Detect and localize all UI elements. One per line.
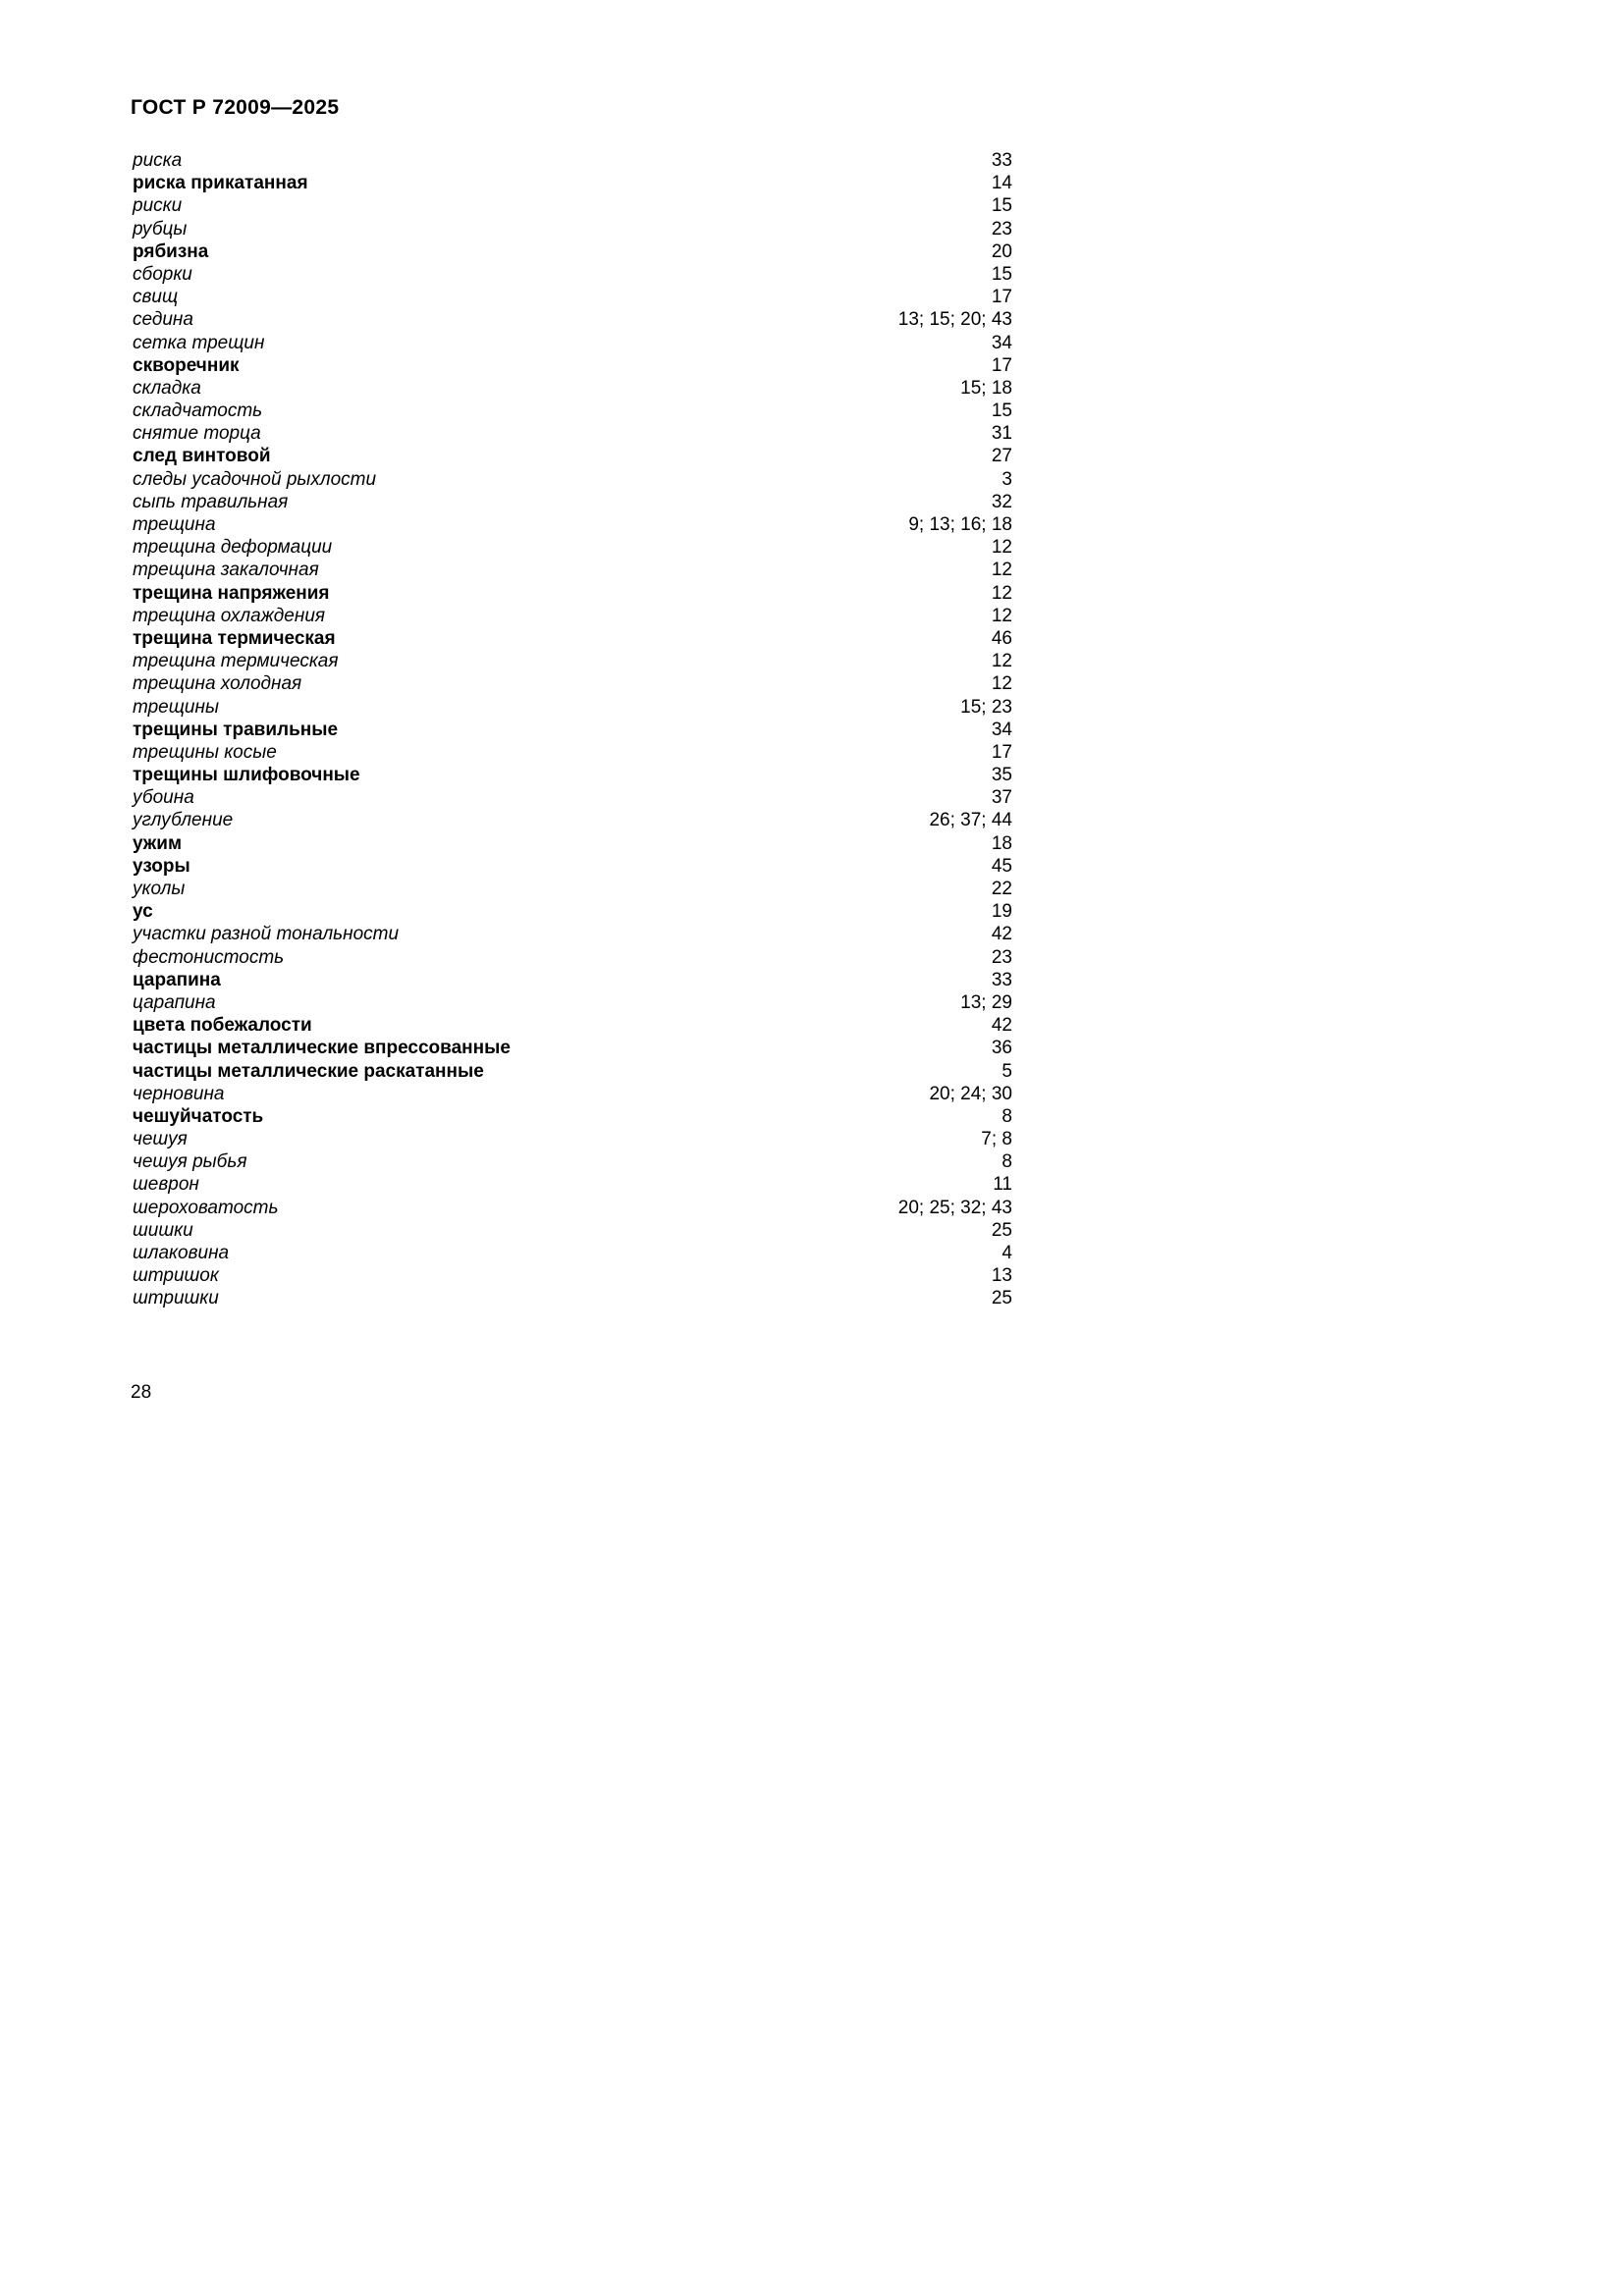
entry-pages: 33: [991, 150, 1012, 171]
entry-term: трещина термическая: [133, 627, 336, 649]
index-entry: [133, 400, 1012, 422]
entry-term: трещины травильные: [133, 719, 339, 740]
index-list: [133, 149, 1012, 1310]
entry-pages: 42: [991, 1015, 1012, 1037]
index-entry: [133, 719, 1012, 741]
index-entry: [133, 1060, 1012, 1083]
entry-term: трещина: [133, 514, 216, 535]
entry-term: снятие торца: [133, 423, 261, 445]
entry-term: ужим: [133, 832, 183, 854]
page-number: 28: [131, 1382, 152, 1403]
index-entry: [133, 923, 1012, 945]
entry-term: скворечник: [133, 354, 240, 376]
entry-pages: 8: [1001, 1151, 1012, 1173]
entry-term: трещины косые: [133, 741, 277, 763]
entry-pages: 35: [991, 765, 1012, 786]
index-entry: [133, 149, 1012, 172]
index-entry: [133, 354, 1012, 377]
index-entry: [133, 559, 1012, 581]
index-entry: [133, 263, 1012, 286]
index-entry: [133, 900, 1012, 923]
entry-term: уколы: [133, 879, 186, 899]
entry-pages: 32: [991, 491, 1012, 512]
index-entry: [133, 741, 1012, 764]
entry-term: цвета побежалости: [133, 1015, 312, 1037]
index-entry: [133, 1219, 1012, 1242]
entry-term: трещина деформации: [133, 537, 333, 559]
index-entry: [133, 672, 1012, 695]
entry-pages: 31: [991, 423, 1012, 445]
entry-term: риска: [133, 150, 183, 171]
entry-pages: 12: [991, 651, 1012, 672]
entry-term: фестонистость: [133, 946, 285, 968]
index-entry: [133, 1083, 1012, 1105]
entry-pages: 13: [991, 1265, 1012, 1287]
index-entry: [133, 218, 1012, 240]
index-entry: [133, 878, 1012, 900]
entry-pages: 26; 37; 44: [929, 810, 1012, 831]
entry-pages: 12: [991, 560, 1012, 581]
entry-term: риска прикатанная: [133, 173, 308, 194]
index-entry: [133, 172, 1012, 194]
entry-pages: 9; 13; 16; 18: [908, 514, 1012, 535]
entry-term: трещина напряжения: [133, 582, 330, 604]
entry-pages: 17: [991, 287, 1012, 308]
index-entry: [133, 627, 1012, 650]
entry-pages: 45: [991, 855, 1012, 877]
entry-term: трещина охлаждения: [133, 605, 326, 626]
entry-term: трещина холодная: [133, 673, 302, 695]
index-entry: [133, 1128, 1012, 1150]
entry-term: частицы металлические впрессованные: [133, 1038, 511, 1059]
entry-term: трещины: [133, 696, 219, 718]
entry-pages: 11: [993, 1174, 1012, 1196]
entry-pages: 12: [991, 673, 1012, 695]
entry-term: шероховатость: [133, 1197, 279, 1218]
index-entry: [133, 286, 1012, 308]
entry-pages: 7; 8: [981, 1129, 1012, 1150]
entry-pages: 46: [991, 627, 1012, 649]
entry-term: трещина термическая: [133, 651, 339, 672]
index-entry: [133, 764, 1012, 786]
entry-term: чешуйчатость: [133, 1105, 264, 1127]
entry-pages: 4: [1001, 1243, 1012, 1263]
entry-pages: 12: [991, 537, 1012, 559]
entry-term: черновина: [133, 1083, 225, 1104]
entry-term: сборки: [133, 263, 192, 285]
index-entry: [133, 445, 1012, 467]
index-entry: [133, 605, 1012, 627]
index-entry: [133, 582, 1012, 605]
entry-pages: 3: [1001, 468, 1012, 490]
entry-pages: 13; 15; 20; 43: [897, 309, 1012, 331]
entry-pages: 12: [991, 605, 1012, 626]
entry-term: следы усадочной рыхлости: [133, 468, 377, 490]
index-entry: [133, 786, 1012, 809]
entry-term: сетка трещин: [133, 332, 265, 353]
index-entry: [133, 194, 1012, 217]
entry-term: участки разной тональности: [133, 924, 400, 945]
index-entry: [133, 332, 1012, 354]
entry-term: рубцы: [133, 218, 188, 240]
index-entry: [133, 308, 1012, 331]
entry-term: штришок: [133, 1265, 219, 1287]
entry-pages: 36: [991, 1038, 1012, 1059]
entry-pages: 20; 24; 30: [929, 1083, 1012, 1104]
index-entry: [133, 1014, 1012, 1037]
entry-pages: 14: [991, 173, 1012, 194]
index-entry: [133, 650, 1012, 672]
index-entry: [133, 855, 1012, 878]
entry-pages: 8: [1001, 1105, 1012, 1127]
entry-pages: 15: [991, 263, 1012, 285]
index-entry: [133, 1105, 1012, 1128]
entry-pages: 27: [991, 446, 1012, 467]
entry-term: трещины шлифовочные: [133, 765, 360, 786]
entry-pages: 15; 18: [960, 377, 1012, 399]
entry-term: сыпь травильная: [133, 491, 289, 512]
entry-term: шишки: [133, 1219, 193, 1241]
index-entry: [133, 1173, 1012, 1196]
entry-term: свищ: [133, 287, 179, 308]
entry-pages: 13; 29: [960, 991, 1012, 1013]
entry-pages: 37: [991, 787, 1012, 809]
entry-pages: 20; 25; 32; 43: [897, 1197, 1012, 1218]
index-entry: [133, 1287, 1012, 1309]
entry-term: частицы металлические раскатанные: [133, 1060, 484, 1082]
entry-term: след винтовой: [133, 446, 271, 467]
entry-term: узоры: [133, 855, 190, 877]
entry-pages: 19: [991, 901, 1012, 923]
index-entry: [133, 491, 1012, 513]
index-entry: [133, 1037, 1012, 1059]
index-entry: [133, 468, 1012, 491]
index-entry: [133, 809, 1012, 831]
entry-pages: 18: [991, 832, 1012, 854]
entry-term: складка: [133, 377, 201, 399]
entry-term: убоина: [133, 787, 194, 809]
entry-pages: 17: [991, 741, 1012, 763]
entry-term: чешуя: [133, 1129, 188, 1150]
entry-pages: 42: [991, 924, 1012, 945]
entry-term: трещина закалочная: [133, 560, 319, 581]
entry-pages: 34: [991, 332, 1012, 353]
index-entry: [133, 1264, 1012, 1287]
index-entry: [133, 536, 1012, 559]
entry-term: царапина: [133, 969, 221, 990]
entry-term: шлаковина: [133, 1243, 230, 1263]
index-entry: [133, 1242, 1012, 1264]
index-entry: [133, 696, 1012, 719]
entry-pages: 33: [991, 969, 1012, 990]
entry-pages: 22: [991, 879, 1012, 899]
entry-pages: 23: [991, 946, 1012, 968]
entry-pages: 15; 23: [960, 696, 1012, 718]
entry-pages: 15: [991, 195, 1012, 217]
entry-term: чешуя рыбья: [133, 1151, 247, 1173]
document-header: ГОСТ Р 72009—2025: [131, 96, 340, 119]
index-entry: [133, 1197, 1012, 1219]
entry-term: углубление: [133, 810, 234, 831]
index-entry: [133, 513, 1012, 536]
index-entry: [133, 832, 1012, 855]
index-entry: [133, 377, 1012, 400]
index-entry: [133, 946, 1012, 969]
entry-pages: 17: [991, 354, 1012, 376]
entry-pages: 12: [991, 582, 1012, 604]
entry-pages: 34: [991, 719, 1012, 740]
entry-term: седина: [133, 309, 193, 331]
entry-term: шеврон: [133, 1174, 199, 1196]
entry-pages: 23: [991, 218, 1012, 240]
index-entry: [133, 422, 1012, 445]
entry-pages: 25: [991, 1219, 1012, 1241]
entry-term: штришки: [133, 1288, 219, 1309]
index-entry: [133, 969, 1012, 991]
entry-pages: 5: [1001, 1060, 1012, 1082]
entry-term: риски: [133, 195, 183, 217]
entry-term: царапина: [133, 991, 216, 1013]
index-entry: [133, 240, 1012, 263]
entry-term: складчатость: [133, 400, 263, 422]
entry-pages: 15: [991, 400, 1012, 422]
entry-pages: 20: [991, 240, 1012, 262]
entry-term: ус: [133, 901, 153, 923]
entry-pages: 25: [991, 1288, 1012, 1309]
index-entry: [133, 1150, 1012, 1173]
index-entry: [133, 991, 1012, 1014]
entry-term: рябизна: [133, 240, 209, 262]
